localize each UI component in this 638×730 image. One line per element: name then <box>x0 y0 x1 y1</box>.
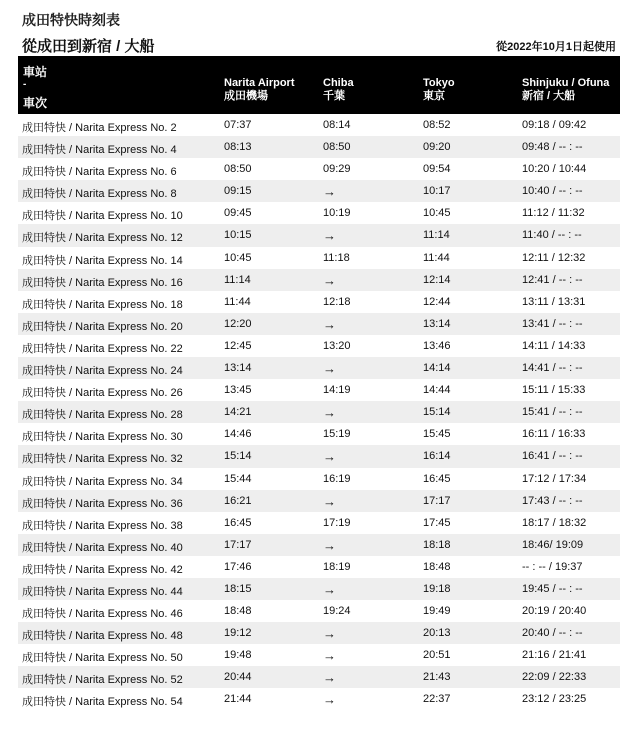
train-name-cell: 成田特快 / Narita Express No. 16 <box>22 276 183 289</box>
tokyo-time-cell: 14:14 <box>423 362 451 375</box>
tokyo-time-cell: 12:14 <box>423 273 451 286</box>
shinjuku-ofuna-time-cell: 15:41 / -- : -- <box>522 406 583 419</box>
table-row <box>18 401 620 423</box>
shinjuku-ofuna-time-cell: 14:11 / 14:33 <box>522 339 586 352</box>
table-row <box>18 379 620 401</box>
train-name-cell: 成田特快 / Narita Express No. 44 <box>22 585 183 598</box>
shinjuku-ofuna-time-cell: 22:09 / 22:33 <box>522 671 587 684</box>
chiba-time-cell: → <box>323 648 336 664</box>
table-row <box>18 269 620 291</box>
shinjuku-ofuna-time-cell: 11:40 / -- : -- <box>522 229 582 242</box>
table-row <box>18 534 620 556</box>
narita-time-cell: 15:44 <box>224 472 252 485</box>
tokyo-time-cell: 16:45 <box>423 472 451 485</box>
chiba-time-cell: 10:19 <box>323 207 351 220</box>
tokyo-time-cell: 21:43 <box>423 671 451 684</box>
chiba-time-cell: → <box>323 581 336 597</box>
train-name-cell: 成田特快 / Narita Express No. 30 <box>22 431 183 444</box>
train-name-cell: 成田特快 / Narita Express No. 22 <box>22 342 183 355</box>
tokyo-time-cell: 08:52 <box>423 119 451 131</box>
table-row <box>18 445 620 467</box>
narita-time-cell: 12:20 <box>224 317 252 330</box>
column-header-tokyo <box>423 77 455 103</box>
column-header-zh: 東京 <box>423 90 445 102</box>
shinjuku-ofuna-time-cell: 20:19 / 20:40 <box>522 605 587 618</box>
table-row <box>18 644 620 666</box>
column-header-zh: 新宿 / 大船 <box>522 90 576 102</box>
shinjuku-ofuna-time-cell: 13:41 / -- : -- <box>522 317 583 330</box>
table-row <box>18 688 620 710</box>
table-row <box>18 556 620 578</box>
train-name-cell: 成田特快 / Narita Express No. 36 <box>22 497 183 510</box>
tokyo-time-cell: 09:54 <box>423 163 451 176</box>
shinjuku-ofuna-time-cell: 09:18 / 09:42 <box>522 119 587 131</box>
chiba-time-cell: 18:19 <box>323 560 351 573</box>
table-row <box>18 357 620 379</box>
train-name-cell: 成田特快 / Narita Express No. 38 <box>22 519 183 532</box>
table-row <box>18 490 620 512</box>
header-dash: - <box>23 79 27 90</box>
chiba-time-cell: 12:18 <box>323 295 351 308</box>
narita-time-cell: 12:45 <box>224 339 252 352</box>
column-header-en: Chiba <box>323 77 354 89</box>
tokyo-time-cell: 15:14 <box>423 406 451 419</box>
tokyo-time-cell: 16:14 <box>423 450 451 463</box>
chiba-time-cell: → <box>323 449 336 465</box>
narita-time-cell: 14:46 <box>224 428 252 441</box>
chiba-time-cell: 16:19 <box>323 472 351 485</box>
tokyo-time-cell: 14:44 <box>423 384 451 397</box>
chiba-time-cell: → <box>323 670 336 686</box>
tokyo-time-cell: 17:45 <box>423 516 451 529</box>
shinjuku-ofuna-time-cell: -- : -- / 19:37 <box>522 560 583 573</box>
train-name-cell: 成田特快 / Narita Express No. 8 <box>22 188 177 201</box>
tokyo-time-cell: 10:45 <box>423 207 451 220</box>
train-name-cell: 成田特快 / Narita Express No. 18 <box>22 298 183 311</box>
tokyo-time-cell: 10:17 <box>423 185 451 198</box>
narita-time-cell: 16:21 <box>224 494 252 507</box>
table-row <box>18 512 620 534</box>
shinjuku-ofuna-time-cell: 23:12 / 23:25 <box>522 693 587 706</box>
narita-time-cell: 08:13 <box>224 141 252 154</box>
train-name-cell: 成田特快 / Narita Express No. 4 <box>22 144 177 157</box>
narita-time-cell: 11:14 <box>224 273 251 286</box>
narita-time-cell: 11:44 <box>224 295 251 308</box>
chiba-time-cell: → <box>323 493 336 509</box>
train-name-cell: 成田特快 / Narita Express No. 54 <box>22 696 183 709</box>
train-name-cell: 成田特快 / Narita Express No. 52 <box>22 674 183 687</box>
shinjuku-ofuna-time-cell: 10:40 / -- : -- <box>522 185 583 198</box>
narita-time-cell: 09:15 <box>224 185 252 198</box>
narita-time-cell: 10:15 <box>224 229 252 242</box>
narita-time-cell: 18:48 <box>224 605 252 618</box>
tokyo-time-cell: 20:51 <box>423 649 451 662</box>
narita-time-cell: 18:15 <box>224 582 252 595</box>
route-subtitle: 從成田到新宿 / 大船 <box>22 38 155 55</box>
narita-time-cell: 21:44 <box>224 693 252 706</box>
shinjuku-ofuna-time-cell: 18:17 / 18:32 <box>522 516 587 529</box>
table-row <box>18 423 620 445</box>
shinjuku-ofuna-time-cell: 11:12 / 11:32 <box>522 207 585 220</box>
narita-time-cell: 14:21 <box>224 406 252 419</box>
train-name-cell: 成田特快 / Narita Express No. 42 <box>22 563 183 576</box>
train-name-cell: 成田特快 / Narita Express No. 48 <box>22 630 183 643</box>
tokyo-time-cell: 12:44 <box>423 295 451 308</box>
page-title: 成田特快時刻表 <box>22 12 120 28</box>
shinjuku-ofuna-time-cell: 21:16 / 21:41 <box>522 649 587 662</box>
tokyo-time-cell: 18:18 <box>423 538 451 551</box>
tokyo-time-cell: 19:49 <box>423 605 451 618</box>
table-row <box>18 247 620 269</box>
train-name-cell: 成田特快 / Narita Express No. 10 <box>22 210 183 223</box>
shinjuku-ofuna-time-cell: 10:20 / 10:44 <box>522 163 587 176</box>
chiba-time-cell: → <box>323 692 336 708</box>
narita-time-cell: 16:45 <box>224 516 252 529</box>
narita-time-cell: 08:50 <box>224 163 252 176</box>
tokyo-time-cell: 19:18 <box>423 582 451 595</box>
chiba-time-cell: 17:19 <box>323 516 351 529</box>
train-name-cell: 成田特快 / Narita Express No. 14 <box>22 254 183 267</box>
column-header-shinjuku-ofuna <box>522 77 609 103</box>
table-header <box>18 56 620 114</box>
chiba-time-cell: 15:19 <box>323 428 351 441</box>
table-row <box>18 335 620 357</box>
shinjuku-ofuna-time-cell: 17:43 / -- : -- <box>522 494 583 507</box>
chiba-time-cell: 08:14 <box>323 119 351 131</box>
chiba-time-cell: → <box>323 405 336 421</box>
narita-time-cell: 19:48 <box>224 649 252 662</box>
tokyo-time-cell: 13:14 <box>423 317 451 330</box>
shinjuku-ofuna-time-cell: 16:11 / 16:33 <box>522 428 586 441</box>
train-name-cell: 成田特快 / Narita Express No. 6 <box>22 166 177 179</box>
chiba-time-cell: 19:24 <box>323 605 351 618</box>
narita-time-cell: 07:37 <box>224 119 252 131</box>
table-row <box>18 180 620 202</box>
tokyo-time-cell: 18:48 <box>423 560 451 573</box>
train-name-cell: 成田特快 / Narita Express No. 28 <box>22 409 183 422</box>
column-header-en: Tokyo <box>423 77 455 89</box>
chiba-time-cell: → <box>323 272 336 288</box>
train-name-cell: 成田特快 / Narita Express No. 20 <box>22 320 183 333</box>
table-row <box>18 313 620 335</box>
timetable-rows <box>18 114 620 711</box>
chiba-time-cell: 09:29 <box>323 163 351 176</box>
shinjuku-ofuna-time-cell: 14:41 / -- : -- <box>522 362 583 375</box>
column-header-zh: 千葉 <box>323 90 345 102</box>
shinjuku-ofuna-time-cell: 20:40 / -- : -- <box>522 627 583 640</box>
table-row <box>18 114 620 136</box>
table-row <box>18 158 620 180</box>
table-row <box>18 291 620 313</box>
chiba-time-cell: 08:50 <box>323 141 351 154</box>
train-name-cell: 成田特快 / Narita Express No. 46 <box>22 608 183 621</box>
narita-time-cell: 20:44 <box>224 671 252 684</box>
table-row <box>18 224 620 246</box>
chiba-time-cell: 14:19 <box>323 384 351 397</box>
shinjuku-ofuna-time-cell: 12:41 / -- : -- <box>522 273 583 286</box>
chiba-time-cell: → <box>323 626 336 642</box>
chiba-time-cell: → <box>323 361 336 377</box>
column-header-en: Narita Airport <box>224 77 295 89</box>
column-header-en: Shinjuku / Ofuna <box>522 77 610 89</box>
shinjuku-ofuna-time-cell: 19:45 / -- : -- <box>522 582 583 595</box>
train-name-cell: 成田特快 / Narita Express No. 12 <box>22 232 183 245</box>
train-name-cell: 成田特快 / Narita Express No. 26 <box>22 387 183 400</box>
column-header-narita <box>224 77 295 103</box>
chiba-time-cell: → <box>323 316 336 332</box>
narita-time-cell: 17:46 <box>224 560 252 573</box>
table-row <box>18 202 620 224</box>
shinjuku-ofuna-time-cell: 13:11 / 13:31 <box>522 295 586 308</box>
table-row <box>18 468 620 490</box>
tokyo-time-cell: 11:14 <box>423 229 450 242</box>
table-row <box>18 578 620 600</box>
chiba-time-cell: 11:18 <box>323 251 350 264</box>
train-name-cell: 成田特快 / Narita Express No. 24 <box>22 365 183 378</box>
narita-time-cell: 17:17 <box>224 538 252 551</box>
column-header-zh: 成田機場 <box>224 90 268 102</box>
shinjuku-ofuna-time-cell: 16:41 / -- : -- <box>522 450 583 463</box>
tokyo-time-cell: 20:13 <box>423 627 451 640</box>
narita-time-cell: 10:45 <box>224 251 252 264</box>
table-row <box>18 666 620 688</box>
table-row <box>18 600 620 622</box>
narita-time-cell: 13:14 <box>224 362 252 375</box>
train-name-cell: 成田特快 / Narita Express No. 50 <box>22 652 183 665</box>
chiba-time-cell: 13:20 <box>323 339 351 352</box>
table-row <box>18 622 620 644</box>
train-header-label: 車次 <box>23 96 48 110</box>
tokyo-time-cell: 11:44 <box>423 251 450 264</box>
chiba-time-cell: → <box>323 184 336 200</box>
tokyo-time-cell: 22:37 <box>423 693 451 706</box>
effective-date: 從2022年10月1日起使用 <box>496 41 616 53</box>
chiba-time-cell: → <box>323 537 336 553</box>
narita-time-cell: 09:45 <box>224 207 252 220</box>
train-name-cell: 成田特快 / Narita Express No. 40 <box>22 541 183 554</box>
chiba-time-cell: → <box>323 228 336 244</box>
narita-time-cell: 15:14 <box>224 450 252 463</box>
shinjuku-ofuna-time-cell: 09:48 / -- : -- <box>522 141 583 154</box>
tokyo-time-cell: 09:20 <box>423 141 451 154</box>
train-name-cell: 成田特快 / Narita Express No. 2 <box>22 122 177 134</box>
narita-time-cell: 19:12 <box>224 627 252 640</box>
table-row <box>18 136 620 158</box>
column-header-chiba <box>323 77 354 103</box>
shinjuku-ofuna-time-cell: 15:11 / 15:33 <box>522 384 586 397</box>
train-name-cell: 成田特快 / Narita Express No. 34 <box>22 475 183 488</box>
station-header-label: 車站 <box>23 65 48 79</box>
narita-time-cell: 13:45 <box>224 384 252 397</box>
shinjuku-ofuna-time-cell: 18:46/ 19:09 <box>522 538 584 551</box>
train-name-cell: 成田特快 / Narita Express No. 32 <box>22 453 183 466</box>
shinjuku-ofuna-time-cell: 12:11 / 12:32 <box>522 251 586 264</box>
tokyo-time-cell: 15:45 <box>423 428 451 441</box>
tokyo-time-cell: 17:17 <box>423 494 451 507</box>
tokyo-time-cell: 13:46 <box>423 339 451 352</box>
shinjuku-ofuna-time-cell: 17:12 / 17:34 <box>522 472 587 485</box>
